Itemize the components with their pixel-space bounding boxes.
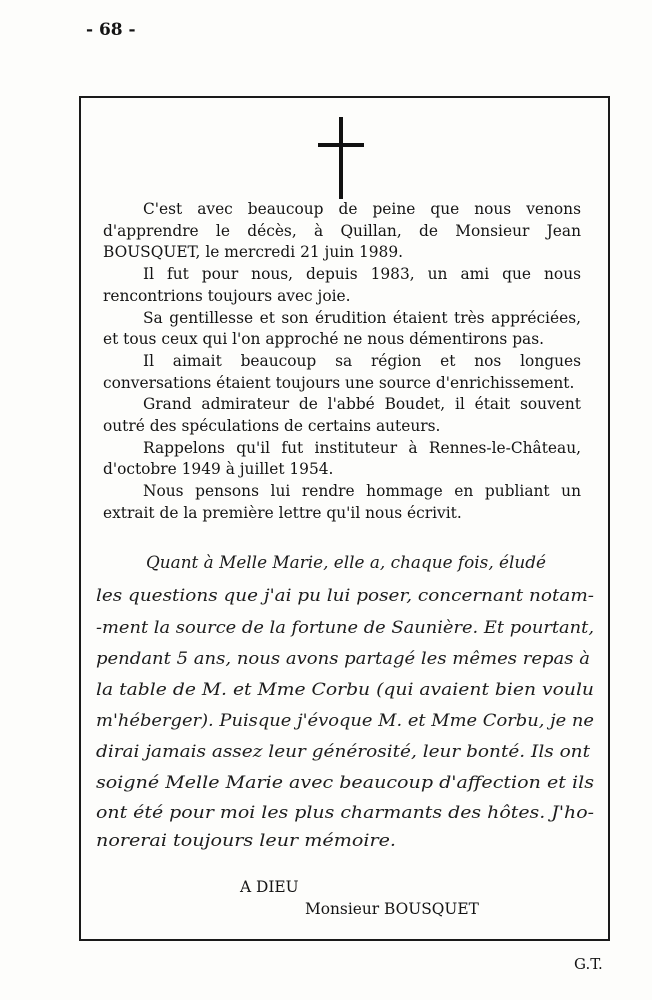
- handwritten-line: pendant 5 ans, nous avons partagé les mêmes repas à: [96, 649, 590, 668]
- handwritten-line: les questions que j'ai pu lui poser, concernant notam-: [96, 586, 594, 605]
- signature-name: Monsieur BOUSQUET: [305, 900, 479, 918]
- handwritten-line: ont été pour moi les plus charmants des hôtes. J'ho-: [96, 803, 594, 822]
- paragraph-announcement: C'est avec beaucoup de peine que nous venons d'apprendre le décès, à Quillan, de Monsieur Jean BOUSQUET, le mercredi 21 juin 1989.: [103, 200, 581, 262]
- handwritten-line: m'héberger). Puisque j'évoque M. et Mme Corbu, je ne: [96, 711, 595, 730]
- paragraph-region: Il aimait beaucoup sa région et nos longues conversations étaient toujours une source d'enrichissement.: [103, 351, 581, 392]
- paragraph-friendship: Il fut pour nous, depuis 1983, un ami que nous rencontrions toujours avec joie.: [103, 265, 581, 305]
- memorial-text: [103, 199, 581, 525]
- paragraph-tribute: Nous pensons lui rendre hommage en publiant un extrait de la première lettre qu'il nous écrivit.: [103, 482, 581, 522]
- handwritten-line: -ment la source de la fortune de Saunière. Et pourtant,: [96, 618, 594, 637]
- handwritten-line: la table de M. et Mme Corbu (qui avaient bien voulu: [96, 680, 594, 699]
- farewell-text: A DIEU: [240, 878, 299, 896]
- page-number: - 68 -: [86, 20, 136, 40]
- author-initials: G.T.: [574, 955, 603, 973]
- paragraph-erudition: Sa gentillesse et son érudition étaient très appréciées, et tous ceux qui l'on approché ne nous démentirons pas.: [103, 308, 581, 349]
- handwritten-line: Quant à Melle Marie, elle a, chaque fois, éludé: [146, 553, 547, 572]
- paragraph-boudet: Grand admirateur de l'abbé Boudet, il était souvent outré des spéculations de certains auteurs.: [103, 395, 581, 436]
- cross-icon: [318, 117, 364, 199]
- paragraph-teacher: Rappelons qu'il fut instituteur à Rennes-le-Château, d'octobre 1949 à juillet 1954.: [103, 438, 581, 479]
- handwritten-line: soigné Melle Marie avec beaucoup d'affection et ils: [96, 773, 594, 792]
- handwritten-letter-excerpt: [92, 540, 602, 855]
- handwritten-line: dirai jamais assez leur générosité, leur bonté. Ils ont: [96, 742, 591, 761]
- handwritten-line: norerai toujours leur mémoire.: [96, 831, 396, 850]
